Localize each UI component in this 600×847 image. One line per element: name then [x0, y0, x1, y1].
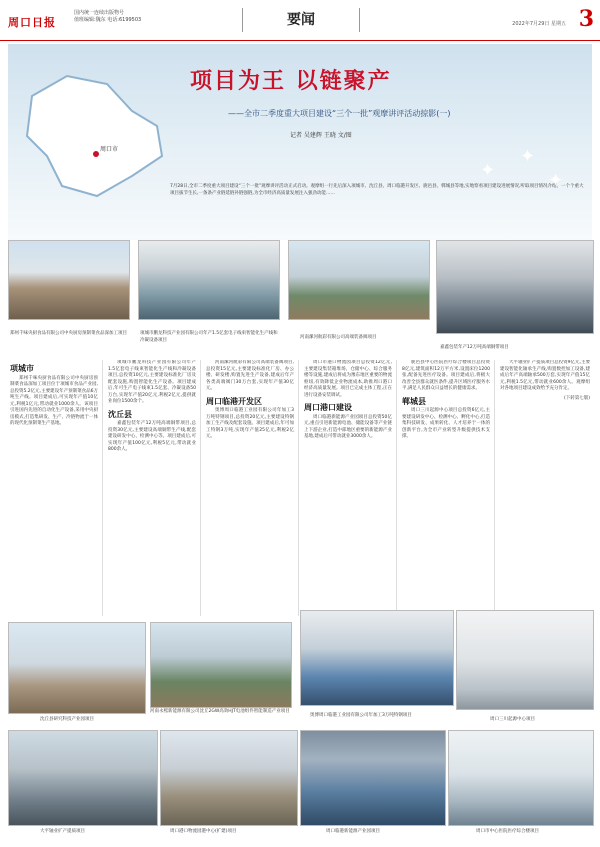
- photo-hjt-project: [150, 622, 292, 708]
- article-column-3: [206, 360, 294, 618]
- column-divider: [298, 360, 299, 616]
- photo-caption: 河南永熙新能源有限公司沈丘2GW高效HJT电池组件智能制造产业项目: [150, 709, 290, 714]
- column-divider: [200, 360, 201, 616]
- region-heading: 周口港口建设: [304, 403, 352, 412]
- article-column-5: [402, 360, 490, 618]
- masthead-line-1: 国内统一连续出版物号: [74, 10, 125, 16]
- page-header: [0, 0, 600, 41]
- article-column-4: [304, 360, 392, 618]
- masthead-info: [74, 10, 141, 24]
- masthead-line-2: 值班编辑:魏东 电话:6199503: [74, 17, 142, 23]
- column-divider: [102, 360, 103, 616]
- region-heading: 沈丘县: [108, 409, 132, 419]
- article-column-2: [108, 360, 196, 618]
- photo-valve-project: [288, 240, 430, 320]
- article-paragraph: 周口市港口物流园项目总投资12亿元,主要建设集装箱堆场、仓储中心、综合服务楼等设施,建成后将成为豫东地区重要的物流枢纽,有效降低企业物流成本,助推周口港口经济高质量发展。项目已完成主体工程,正在进行设备安装调试。: [304, 360, 392, 398]
- photo-copper-strip-project: [436, 240, 594, 334]
- photo-tech-park: [8, 622, 146, 714]
- lead-paragraph: 7月28日,全市二季度重大项目建设“三个一批”观摩讲评活动正式启动。观摩组一行先后深入项城市、沈丘县、周口临港开发区、鹿邑县、郸城县等地,实地察看项目建设进展情况,听取项目情况介绍。一个个重大项目拔节生长,一条条产业链延链补链强链,为全市经济高质量发展注入强劲动能……: [170, 184, 584, 196]
- article-paragraph: 鹿邑县中心医院医疗综合楼项目总投资8亿元,建筑面积12万平方米,设置床位1200张,配备先进医疗设备。项目建成后,将极大改善全县群众就医条件,提升区域医疗服务水平,满足人民群众日益增长的健康需求。: [402, 360, 490, 391]
- dove-icon: ✦: [480, 160, 496, 181]
- photo-caption: 奥博周口临港工业园有限公司年加工3万吨特钢项目: [310, 713, 412, 718]
- photo-caption: 周口市中心医院医疗综合楼项目: [476, 829, 539, 834]
- photo-caption: 大平轴业扩产提质项目: [40, 829, 85, 834]
- photo-special-steel-project: [300, 610, 454, 706]
- feature-title: 项目为王 以链聚产: [190, 68, 392, 94]
- article-paragraph: 河南漯河航彩有限公司高端装备阀项目,总投资15亿元,主要建设标准化厂房、办公楼、研发楼,购置先进生产设备,建成后年产各类高端阀门30万台套,实现年产值30亿元。: [206, 360, 294, 391]
- article-paragraph: 奥博周口临港工业园有限公司年加工3万吨特钢项目,总投资20亿元,主要建设特钢加工生产线及配套设施。项目建成后,年可加工特钢3万吨,实现年产值25亿元,利税2亿元。: [206, 408, 294, 439]
- feature-subtitle: ——全市二季度重大项目建设“三个一批”观摩讲评活动掠影(一): [228, 109, 451, 118]
- photo-caption: 嘉鑫包装年产12万吨高端铜带项目: [440, 345, 509, 350]
- article-paragraph: 周口临港新能源产业园项目总投资50亿元,重点引进新能源电池、储能设备等产业链上下游企业,打造中部地区重要的新能源产业基地,建成后可带动就业3000余人。: [304, 414, 392, 439]
- photo-wire-harness-project: [138, 240, 280, 320]
- continued-note: (下转第七版): [563, 395, 590, 401]
- photo-caption: 周口三川起源中心项目: [490, 717, 535, 722]
- column-divider: [396, 360, 397, 616]
- map-city-label: 周口市: [100, 146, 119, 153]
- photo-origin-center: [456, 610, 594, 710]
- photo-caption: 项城市鹏龙科技产业园有限公司年产1.5亿套电子线束智能化生产线和冷凝设备项目: [140, 331, 278, 343]
- newspaper-logo: 周口日报: [8, 16, 56, 29]
- photo-caption: 河南漯河航彩有限公司高端装备阀项目: [300, 335, 377, 340]
- feature-byline: 记者 吴建辉 王晓 文/图: [290, 132, 352, 139]
- column-divider: [494, 360, 495, 616]
- region-heading: 项城市: [10, 364, 34, 373]
- photo-bearing-project: [8, 730, 158, 826]
- dove-icon: ✦: [520, 146, 536, 167]
- photo-hospital-project: [448, 730, 594, 826]
- article-column-6: [500, 360, 590, 618]
- photo-port-logistics: [160, 730, 298, 826]
- region-heading: 郸城县: [402, 396, 426, 406]
- article-column-1: [10, 360, 98, 618]
- photo-caption: 周口临港新能源产业园项目: [326, 829, 380, 834]
- section-title: 要闻: [242, 8, 360, 32]
- dove-icon: ✦: [548, 170, 564, 191]
- photo-new-energy-park: [300, 730, 446, 826]
- issue-date: 2022年7月29日 星期五: [512, 21, 566, 27]
- article-paragraph: 大平轴业扩产提质项目总投资9亿元,主要建设智能化轴承生产线,购置数控加工设备,建成后年产高端轴承500万套,实现年产值15亿元,利税1.5亿元,带动就业600余人。观摩组对各地项目建设成效给予充分肯定。: [500, 360, 590, 391]
- article-paragraph: 周口三川起源中心项目总投资6亿元,主要建设研发中心、检测中心、孵化中心,打造集科技研发、成果转化、人才培养于一体的创新平台,为全市产业转型升级提供技术支撑。: [402, 408, 490, 439]
- photo-food-project: [8, 240, 130, 320]
- photo-caption: 郑州千味央厨食品有限公司中央厨房预制菜食品深加工项目: [10, 331, 127, 336]
- region-heading: 周口临港开发区: [206, 396, 262, 406]
- photo-caption: 沈丘县研究科技产业园项目: [40, 717, 94, 722]
- article-paragraph: 项城市鹏龙科技产业园有限公司年产1.5亿套电子线束智能化生产线和冷凝设备项目,总投资10亿元,主要建设标准化厂房及配套设施,购置智能化生产设备。项目建成后,年可生产电子线束1.5亿套、冷凝设备50万台,实现年产值20亿元,利税2亿元,提供就业岗位1500余个。: [108, 360, 196, 404]
- photo-caption: 周口港口物流园港中心(扩建)项目: [170, 829, 237, 834]
- page-number: 3: [578, 6, 594, 32]
- article-paragraph: 嘉鑫包装年产12万吨高端铜带项目,总投资30亿元,主要建设高端铜带生产线,配套建设研发中心、检测中心等。项目建成后,可实现年产值100亿元,利税5亿元,带动就业800余人。: [108, 421, 196, 452]
- article-paragraph: 郑州千味央厨食品有限公司中央厨房预制菜食品深加工项目位于项城市食品产业园,总投资5.2亿元,主要建设年产预制菜食品6万吨生产线。项目建成后,可实现年产值10亿元,利税1亿元,带动就业1000余人。该项目引进国内先进的自动化生产设备,采用中央厨房模式,打造集研发、生产、冷链物流于一体的现代化预制菜生产基地。: [10, 375, 98, 426]
